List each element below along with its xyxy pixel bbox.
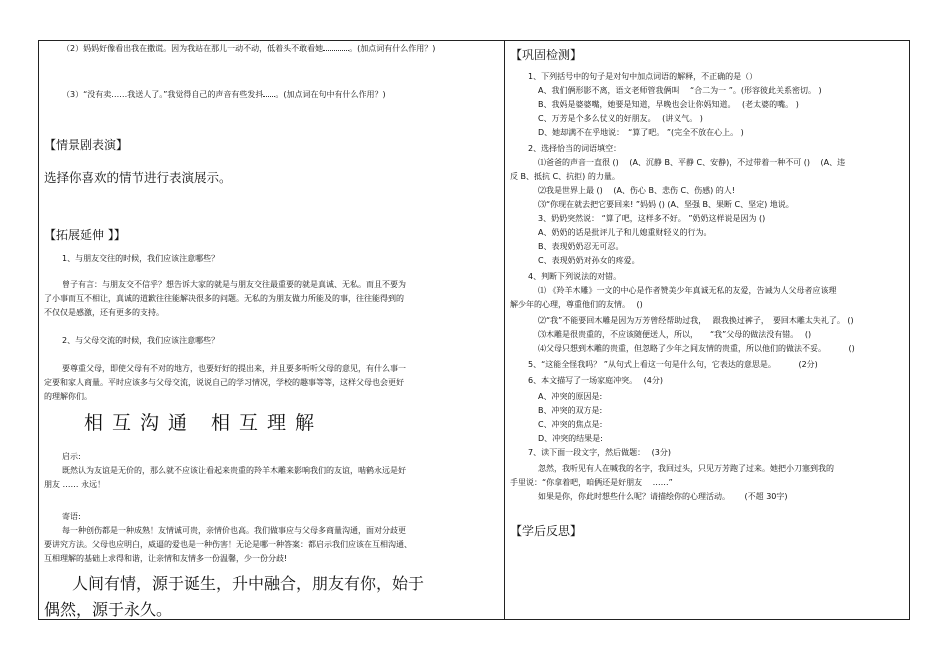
review-line: 1、下列括号中的句子是对句中加点词语的解释，不正确的是（） <box>528 72 758 81</box>
review-line: C、万芳是个多么仗义的好朋友。 (讲义气。 ) <box>538 114 703 123</box>
review-line: 5、“这能全怪我吗？ ”从句式上看这一句是什么句，它表达的意思是。 (2分) <box>528 360 818 369</box>
extend-title: 【拓展延伸 】】 <box>44 228 126 242</box>
extend-paragraph-1-line: 不仅仅是感激，还有更多的支持。 <box>44 308 164 317</box>
hint-line: 朋友 …… 永远！ <box>44 480 106 489</box>
reflection-title: 【学后反思】 <box>510 524 583 538</box>
review-line: A、我们俩形影不离，语文老师管我俩叫 “合二为一 ”。(形容彼此关系密切。 ) <box>538 86 822 95</box>
review-line: ⑶“你现在就去把它要回来! ”妈妈 () (A、坚强 B、果断 C、坚定) 地说。 <box>538 200 794 209</box>
review-line: 2、选择恰当的词语填空： <box>528 144 622 153</box>
message-line: 每一种创伤都是一种成熟！友情诚可贵，亲情价也高。我们做事应与父母多商量沟通，面对分歧更 <box>62 526 406 535</box>
review-line: ⑶木雕是很贵重的，不应该随便送人，所以， “我”父母的做法没有错。 () <box>538 330 812 339</box>
review-line: 反 B、抵抗 C、抗拒) 的力量。 <box>510 172 620 181</box>
message-line: 要讲究方法。父母也应明白，威逼的爱也是一种伤害！无论是哪一种答案：都启示我们应该在互相沟通、 <box>44 540 412 549</box>
question-2: （2）妈妈好像看出我在撒谎。因为我站在那儿一动不动，低着头不敢看她 。(加点词有什么作用？) <box>62 44 436 53</box>
review-line: ⑷父母只想到木雕的贵重，但忽略了少年之间友情的贵重，所以他们的做法不妥。 () <box>538 344 855 353</box>
hint-line: 既然认为友谊是无价的，那么就不应该让看起来贵重的羚羊木雕来影响我们的友谊，啮鹤永远是好 <box>62 466 406 475</box>
review-line: 如果是你，你此时想些什么呢？请描绘你的心理活动。 (不超 30字) <box>538 492 788 501</box>
column-divider <box>504 40 505 620</box>
motto-heading: 相互沟通 相互理解 <box>84 412 324 434</box>
extend-paragraph-1-line: 曾子有言：与朋友交不信乎？想告诉大家的就是与朋友交往最重要的就是真诚、无私。而且不要为 <box>62 280 406 289</box>
message-line: 互相理解的基础上求得和谐，让亲情和友情多一份温馨，少一份分歧! <box>44 554 288 563</box>
review-line: ⑴爸爸的声音一直很 () (A、沉静 B、平静 C、安静)，不过带着一种不可 () (A、违 <box>538 158 846 167</box>
review-line: 手里说：“你拿着吧，咱俩还是好朋友 ……” <box>510 478 673 487</box>
review-line: ⑵“我”不能要回木雕是因为万芳曾经帮助过我， 跟我换过裤子， 要回木雕太失礼了。 () <box>538 316 854 325</box>
review-line: 3、奶奶突然说： “算了吧，这样多不好。 ”奶奶这样说是因为 () <box>538 214 766 223</box>
review-line: B、我妈是婆婆嘴，她要是知道，早晚也会让你妈知道。 (老太婆的嘴。 ) <box>538 100 799 109</box>
message-label: 寄语: <box>62 512 81 521</box>
review-line: B、冲突的双方是: <box>538 406 603 415</box>
review-line: B、表现奶奶忍无可忍。 <box>538 242 624 251</box>
hint-label: 启示: <box>62 452 81 461</box>
review-line: 解少年的心理，尊重他们的友情。 () <box>510 300 643 309</box>
review-line: ⑴ 《羚羊木雕》一文的中心是作者赞美少年真诚无私的友爱，告诫为人父母者应该理 <box>538 286 837 295</box>
review-line: 7、读下面一段文字，然后做题： (3分) <box>528 448 671 457</box>
extend-question-2: 2、与父母交流的时候，我们应该注意哪些？ <box>62 336 220 345</box>
review-line: ⑵我是世界上最 () (A、伤心 B、悲伤 C、伤感) 的人! <box>538 186 735 195</box>
extend-paragraph-2-line: 定要和家人商量。平时应该多与父母交流，说说自己的学习情况，学校的趣事等等，这样父母也会更好 <box>44 378 404 387</box>
review-line: 4、判断下列说法的对错。 <box>528 272 622 281</box>
drama-title: 【情景剧表演】 <box>44 138 129 152</box>
extend-paragraph-2-line: 要尊重父母，即使父母有不对的地方，也要好好的提出来，并且要多听听父母的意见，有什么事一 <box>62 364 406 373</box>
review-line: D、冲突的结果是: <box>538 434 603 443</box>
review-line: C、表现奶奶对孙女的疼爱。 <box>538 256 640 265</box>
review-line: C、冲突的焦点是: <box>538 420 603 429</box>
review-line: A、奶奶的话是批评儿子和儿媳重财轻义的行为。 <box>538 228 712 237</box>
poem-line: 人间有情，源于诞生，升中融合，朋友有你，始于 <box>72 574 425 593</box>
review-line: A、冲突的原因是: <box>538 392 603 401</box>
review-line: 6、本文描写了一场家庭冲突。 (4分) <box>528 376 663 385</box>
question-3: （3）“没有卖……我送人了。”我觉得自己的声音有些发抖 。(加点词在句中有什么作用？) <box>62 90 386 99</box>
poem-line: 偶然，源于永久。 <box>44 600 173 619</box>
extend-paragraph-1-line: 了小事而互不相让，真诚的道歉往往能解决很多的问题。无私的为朋友做力所能及的事，往往能得到的 <box>44 294 404 303</box>
extend-paragraph-2-line: 的理解你们。 <box>44 392 92 401</box>
review-line: 忽然，我听见有人在喊我的名字，我回过头，只见万芳跑了过来。她把小刀塞到我的 <box>538 464 834 473</box>
review-line: D、她却满不在乎地说： “算了吧。 ”(完全不放在心上。 ) <box>538 128 744 137</box>
drama-text: 选择你喜欢的情节进行表演展示。 <box>44 170 232 185</box>
extend-question-1: 1、与朋友交往的时候，我们应该注意哪些？ <box>62 254 220 263</box>
review-title: 【巩固检测】 <box>510 48 583 62</box>
